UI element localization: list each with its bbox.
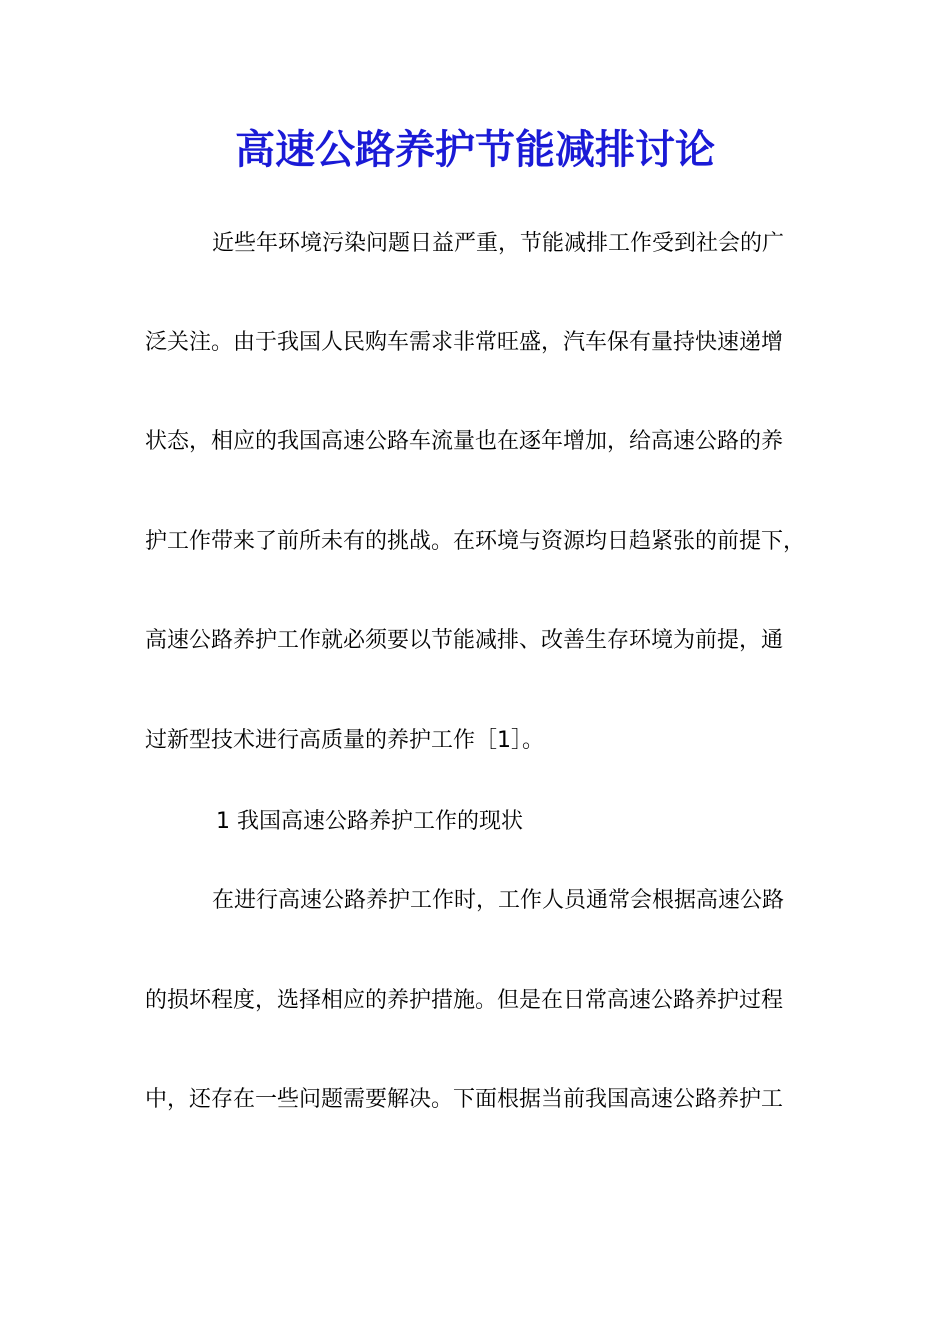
paragraph-line: 过新型技术进行高质量的养护工作［1］。 — [145, 728, 544, 753]
paragraph-line: 状态，相应的我国高速公路车流量也在逐年增加，给高速公路的养 — [145, 429, 784, 454]
paragraph-line: 高速公路养护工作就必须要以节能减排、改善生存环境为前提，通 — [145, 628, 784, 653]
paragraph-line: 近些年环境污染问题日益严重，节能减排工作受到社会的广 — [212, 231, 785, 256]
paragraph-line: 在进行高速公路养护工作时，工作人员通常会根据高速公路 — [212, 888, 785, 913]
document-title: 高速公路养护节能减排讨论 — [235, 126, 715, 173]
paragraph-line: 的损坏程度，选择相应的养护措施。但是在日常高速公路养护过程 — [145, 988, 784, 1013]
section-heading: 1 我国高速公路养护工作的现状 — [216, 809, 523, 834]
paragraph-line: 护工作带来了前所未有的挑战。在环境与资源均日趋紧张的前提下， — [145, 529, 806, 554]
paragraph-line: 中，还存在一些问题需要解决。下面根据当前我国高速公路养护工 — [145, 1087, 784, 1112]
paragraph-line: 泛关注。由于我国人民购车需求非常旺盛，汽车保有量持快速递增 — [145, 330, 784, 355]
